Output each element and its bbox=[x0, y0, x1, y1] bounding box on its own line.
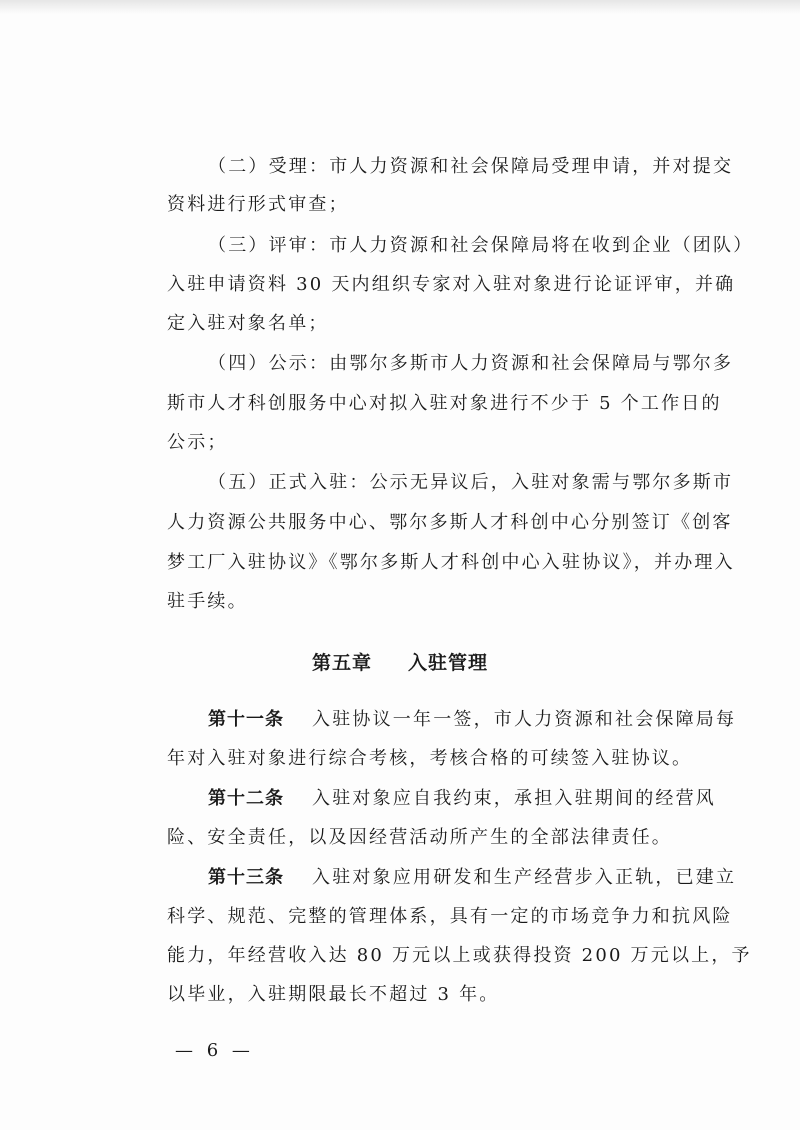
article-text: 入驻对象应用研发和生产经营步入正轨，已建立 bbox=[312, 867, 737, 888]
chapter-number: 第五章 bbox=[311, 652, 372, 674]
text-line: 公示； bbox=[167, 432, 228, 453]
article-line: 以毕业，入驻期限最长不超过 3 年。 bbox=[167, 984, 500, 1005]
article-first-line bbox=[208, 705, 800, 731]
text-line: 梦工厂入驻协议》《鄂尔多斯人才科创中心入驻协议》，并办理入 bbox=[167, 552, 735, 573]
article-line: 年对入驻对象进行综合考核，考核合格的可续签入驻协议。 bbox=[167, 748, 693, 769]
scan-edge bbox=[0, 0, 800, 14]
article-line: 科学、规范、完整的管理体系，具有一定的市场竞争力和抗风险 bbox=[167, 906, 733, 927]
text-line: 斯市人才科创服务中心对拟入驻对象进行不少于 5 个工作日的 bbox=[167, 393, 722, 414]
article-first-line bbox=[208, 784, 800, 810]
article-text: 入驻协议一年一签，市人力资源和社会保障局每 bbox=[312, 709, 737, 730]
chapter-heading bbox=[0, 648, 800, 675]
text-line: （三）评审：市人力资源和社会保障局将在收到企业（团队） bbox=[208, 235, 754, 256]
article-text: 入驻对象应自我约束，承担入驻期间的经营风 bbox=[312, 788, 716, 809]
text-line: 入驻申请资料 30 天内组织专家对入驻对象进行论证评审，并确 bbox=[167, 274, 736, 295]
article-label: 第十二条 bbox=[208, 788, 284, 809]
article-line: 险、安全责任，以及因经营活动所产生的全部法律责任。 bbox=[167, 827, 672, 848]
text-line: （五）正式入驻：公示无异议后，入驻对象需与鄂尔多斯市 bbox=[208, 472, 734, 493]
text-line: 驻手续。 bbox=[167, 591, 248, 612]
article-label: 第十三条 bbox=[208, 867, 284, 888]
page-number: — 6 — bbox=[175, 1040, 254, 1061]
article-first-line bbox=[208, 863, 800, 889]
chapter-title: 入驻管理 bbox=[408, 652, 489, 674]
text-line: 人力资源公共服务中心、鄂尔多斯人才科创中心分别签订《创客 bbox=[167, 512, 733, 533]
text-line: 资料进行形式审查； bbox=[167, 194, 349, 215]
text-line: 定入驻对象名单； bbox=[167, 313, 329, 334]
article-label: 第十一条 bbox=[208, 709, 284, 730]
text-line: （四）公示：由鄂尔多斯市人力资源和社会保障局与鄂尔多 bbox=[208, 353, 734, 374]
text-line: （二）受理：市人力资源和社会保障局受理申请，并对提交 bbox=[208, 156, 734, 177]
article-line: 能力，年经营收入达 80 万元以上或获得投资 200 万元以上，予 bbox=[167, 945, 752, 966]
